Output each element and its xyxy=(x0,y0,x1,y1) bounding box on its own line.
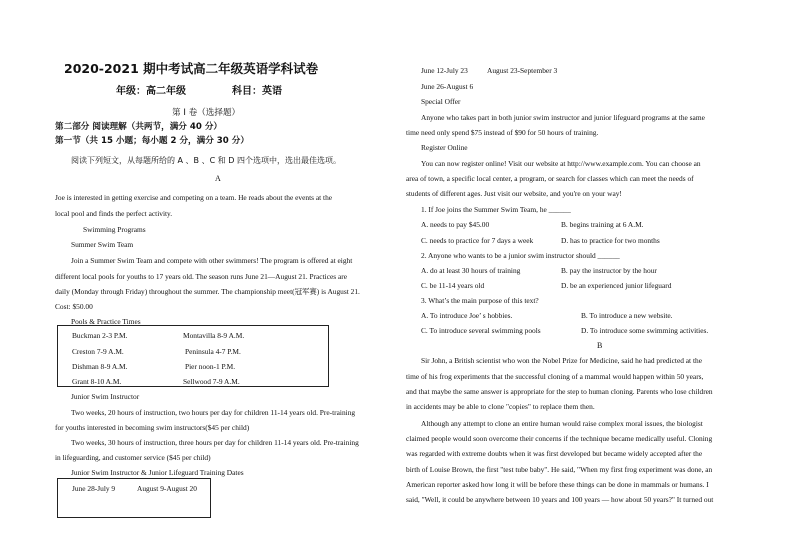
question-stem: 1. If Joe joins the Summer Swim Team, he ______ xyxy=(421,205,571,214)
junior-body-line: in lifeguarding, and customer service ($45 per child) xyxy=(55,453,211,462)
option-c: C. needs to practice for 7 days a week xyxy=(421,236,534,245)
register-line: area of town, a specific local center, a program, or search for classes which can meet the needs of xyxy=(406,174,694,183)
option-d: D. has to practice for two months xyxy=(561,236,660,245)
passage-b-line: birth of Louise Brown, the first "test tube baby". He said, "When my first frog experiment was done, an xyxy=(406,465,713,474)
training-date-right: August 9-August 20 xyxy=(137,484,197,493)
pool-time-right: Montavilla 8-9 A.M. xyxy=(183,331,245,340)
pool-time-left: Buckman 2-3 P.M. xyxy=(72,331,128,340)
passage-b-line: said, "Well, it could be anywhere between 10 years and 100 years — how about 50 years?" It turned out xyxy=(406,495,714,504)
register-heading: Register Online xyxy=(421,143,468,152)
option-a: A. do at least 30 hours of training xyxy=(421,266,521,275)
option-c: C. To introduce several swimming pools xyxy=(421,326,541,335)
register-line: students of different ages. Just visit our website, and you're on your way! xyxy=(406,189,622,198)
option-d: D. To introduce some swimming activities. xyxy=(581,326,709,335)
passage-b-line: in accidents may be able to clone "copies" to replace them then. xyxy=(406,402,595,411)
option-d: D. be an experienced junior lifeguard xyxy=(561,281,672,290)
exam-title: 2020-2021 期中考试高二年级英语学科试卷 xyxy=(64,61,319,76)
option-b: B. To introduce a new website. xyxy=(581,311,673,320)
training-dates-heading: Junior Swim Instructor & Junior Lifeguard Training Dates xyxy=(71,468,244,477)
junior-body-line: for youths interested in becoming swim instructors($45 per child) xyxy=(55,423,250,432)
passage-a-body-line: different local pools for youths to 17 years old. The season runs June 21—August 21. Practices are xyxy=(55,272,348,281)
passage-b-line: claimed people would soon overcome their concerns if the technique became medically useful. Cloning xyxy=(406,434,713,443)
part-two-heading: 第二部分 阅读理解（共两节，满分 40 分） xyxy=(55,122,223,132)
passage-a-intro-line: Joe is interested in getting exercise and competing on a team. He reads about the events at the xyxy=(55,193,333,202)
part-one-heading: 第 I 卷（选择题） xyxy=(172,108,241,118)
passage-a-body-line: Cost: $50.00 xyxy=(55,302,93,311)
passage-b-label: B xyxy=(597,341,603,350)
question-stem: 2. Anyone who wants to be a junior swim instructor should ______ xyxy=(421,251,620,260)
section-one-heading: 第一节（共 15 小题；每小题 2 分，满分 30 分） xyxy=(55,136,249,146)
passage-b-line: American reporter asked how long it will be before these things can be done in mammals or humans. I xyxy=(406,480,709,489)
pools-heading: Pools & Practice Times xyxy=(71,317,141,326)
passage-a-label: A xyxy=(215,174,221,183)
instruction-text: 阅读下列短文，从每题所给的 A 、B 、C 和 D 四个选项中，选出最佳选项。 xyxy=(71,156,341,165)
summer-swim-team-heading: Summer Swim Team xyxy=(71,240,134,249)
option-a: A. needs to pay $45.00 xyxy=(421,220,490,229)
option-b: B. begins training at 6 A.M. xyxy=(561,220,644,229)
junior-body-line: Two weeks, 20 hours of instruction, two hours per day for children 11-14 years old. Pre-training xyxy=(71,408,356,417)
pool-time-right: Peninsula 4-7 P.M. xyxy=(185,347,241,356)
pool-time-left: Grant 8-10 A.M. xyxy=(72,377,122,386)
pool-time-left: Creston 7-9 A.M. xyxy=(72,347,124,356)
passage-b-line: time of his frog experiments that the successful cloning of a mammal would happen within 50 years, xyxy=(406,372,704,381)
special-offer-line: time need only spend $75 instead of $90 for 50 hours of training. xyxy=(406,128,599,137)
training-date-right: August 23-September 3 xyxy=(487,66,558,75)
swimming-programs-heading: Swimming Programs xyxy=(83,225,146,234)
grade-label: 年级：高二年级 xyxy=(116,86,186,97)
passage-b-line: Sir John, a British scientist who won the Nobel Prize for Medicine, said he had predicted at the xyxy=(421,356,702,365)
option-c: C. be 11-14 years old xyxy=(421,281,485,290)
register-line: You can now register online! Visit our website at http://www.example.com. You can choose an xyxy=(421,159,701,168)
training-date-left: June 28-July 9 xyxy=(72,484,116,493)
passage-a-body-line: Join a Summer Swim Team and compete with other swimmers! The program is offered at eight xyxy=(71,256,353,265)
pool-time-right: Sellwood 7-9 A.M. xyxy=(183,377,240,386)
question-stem: 3. What’s the main purpose of this text? xyxy=(421,296,539,305)
pool-time-right: Pier noon-1 P.M. xyxy=(185,362,236,371)
training-date-row: June 26-August 6 xyxy=(421,82,474,91)
passage-a-body-line: daily (Monday through Friday) throughout the summer. The championship meet(冠军赛) is August 21. xyxy=(55,287,360,296)
junior-body-line: Two weeks, 30 hours of instruction, three hours per day for children 11-14 years old. Pre-training xyxy=(71,438,359,447)
option-a: A. To introduce Joe’ s hobbies. xyxy=(421,311,513,320)
subject-label: 科目：英语 xyxy=(232,86,282,97)
passage-a-intro-line: local pool and finds the perfect activity. xyxy=(55,209,173,218)
passage-b-line: and that maybe the same answer is appropriate for the step to human cloning. Parents who lose children xyxy=(406,387,713,396)
option-b: B. pay the instructor by the hour xyxy=(561,266,657,275)
pool-time-left: Dishman 8-9 A.M. xyxy=(72,362,128,371)
special-offer-line: Anyone who takes part in both junior swim instructor and junior lifeguard programs at the same xyxy=(421,113,705,122)
passage-b-line: was regarded with extreme doubts when it was first developed but became widely accepted after the xyxy=(406,449,703,458)
passage-b-line: Although any attempt to clone an entire human would raise complex moral issues, the biologist xyxy=(421,419,703,428)
junior-instructor-heading: Junior Swim Instructor xyxy=(71,392,140,401)
special-offer-heading: Special Offer xyxy=(421,97,461,106)
training-date-left: June 12-July 23 xyxy=(421,66,468,75)
